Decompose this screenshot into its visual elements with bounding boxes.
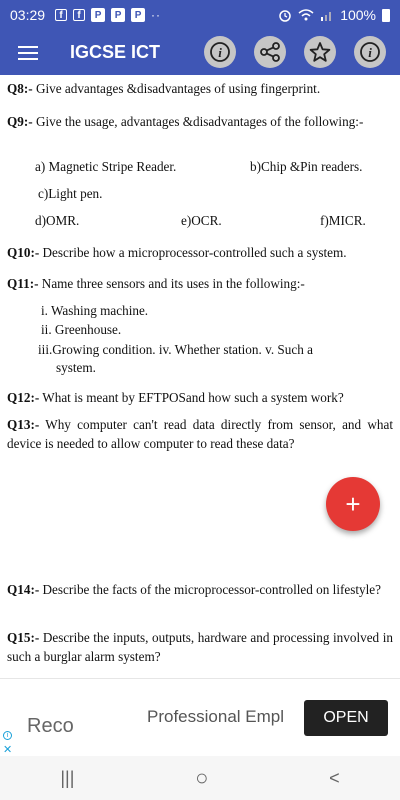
question-number: Q14:- <box>7 582 40 597</box>
list-item: f)MICR. <box>320 213 366 228</box>
question-q12 <box>7 388 393 407</box>
question-text: Describe the inputs, outputs, hardware and processing involved in such a burglar alarm system? <box>7 630 393 664</box>
notification-p-icon: P <box>91 8 105 22</box>
signal-icon <box>320 9 334 21</box>
app-bar <box>0 30 400 75</box>
notification-p-icon: P <box>131 8 145 22</box>
recents-nav-icon[interactable]: ||| <box>60 767 75 788</box>
question-q15 <box>7 628 393 666</box>
ad-banner[interactable] <box>0 678 400 756</box>
question-text: What is meant by EFTPOSand how such a system work? <box>39 390 344 405</box>
hamburger-menu-icon[interactable] <box>0 30 56 75</box>
ad-text[interactable]: Professional Empl <box>147 707 285 726</box>
svg-text:i: i <box>368 45 372 60</box>
more-notifications-icon: ·· <box>151 8 162 22</box>
question-number: Q11:- <box>7 276 39 291</box>
info-icon[interactable] <box>204 36 236 68</box>
document-page <box>0 75 400 665</box>
question-text: Give advantages &disadvantages of using fingerprint. <box>32 81 321 96</box>
notification-p-icon: P <box>111 8 125 22</box>
ad-brand[interactable]: Reco <box>27 715 74 737</box>
list-item: b)Chip &Pin readers. <box>250 159 363 174</box>
app-title: IGCSE ICT <box>70 42 161 62</box>
question-number: Q13:- <box>7 417 40 432</box>
system-nav-bar <box>0 756 400 800</box>
list-item: ii. Greenhouse. <box>41 322 122 337</box>
ad-open-button[interactable]: OPEN <box>304 700 388 736</box>
question-number: Q9:- <box>7 114 33 129</box>
question-number: Q12:- <box>7 390 40 405</box>
list-item: d)OMR. <box>35 213 80 228</box>
status-bar <box>0 0 400 30</box>
question-text: Name three sensors and its uses in the following:- <box>38 276 305 291</box>
list-item: e)OCR. <box>181 213 222 228</box>
battery-percent: 100% <box>340 7 376 23</box>
star-icon[interactable] <box>304 36 336 68</box>
question-q9 <box>7 112 393 131</box>
alarm-icon <box>278 8 292 22</box>
question-q8 <box>7 79 393 98</box>
list-item: iii.Growing condition. iv. Whether station. v. Such a <box>38 342 313 357</box>
share-icon[interactable] <box>254 36 286 68</box>
question-q10 <box>7 243 393 262</box>
question-text: Describe how a microprocessor-controlled such a system. <box>39 245 347 260</box>
facebook-icon: f <box>55 9 67 21</box>
wifi-icon <box>298 9 314 21</box>
question-text: Describe the facts of the microprocessor-controlled on lifestyle? <box>39 582 381 597</box>
question-q11 <box>7 274 393 293</box>
clock: 03:29 <box>10 7 46 23</box>
back-nav-icon[interactable]: < <box>329 767 340 788</box>
about-icon[interactable] <box>354 36 386 68</box>
question-text: Why computer can't read data directly from sensor, and what device is needed to allow computer to read these data? <box>7 417 393 451</box>
ad-close-icon[interactable]: ✕ <box>3 744 13 756</box>
question-text: Give the usage, advantages &disadvantages of the following:- <box>32 114 364 129</box>
list-item: a) Magnetic Stripe Reader. <box>35 159 177 174</box>
question-number: Q15:- <box>7 630 40 645</box>
facebook-icon: f <box>73 9 85 21</box>
question-q13 <box>7 415 393 453</box>
list-item: i. Washing machine. <box>41 303 149 318</box>
question-q14 <box>7 580 393 599</box>
question-number: Q10:- <box>7 245 40 260</box>
list-item: system. <box>56 360 96 375</box>
battery-icon <box>382 9 390 22</box>
question-number: Q8:- <box>7 81 33 96</box>
svg-text:i: i <box>218 45 222 60</box>
ad-info-icon[interactable]: i <box>3 731 12 740</box>
list-item: c)Light pen. <box>38 186 103 201</box>
add-fab-button[interactable]: + <box>326 477 380 531</box>
home-nav-icon[interactable]: ○ <box>195 765 209 790</box>
